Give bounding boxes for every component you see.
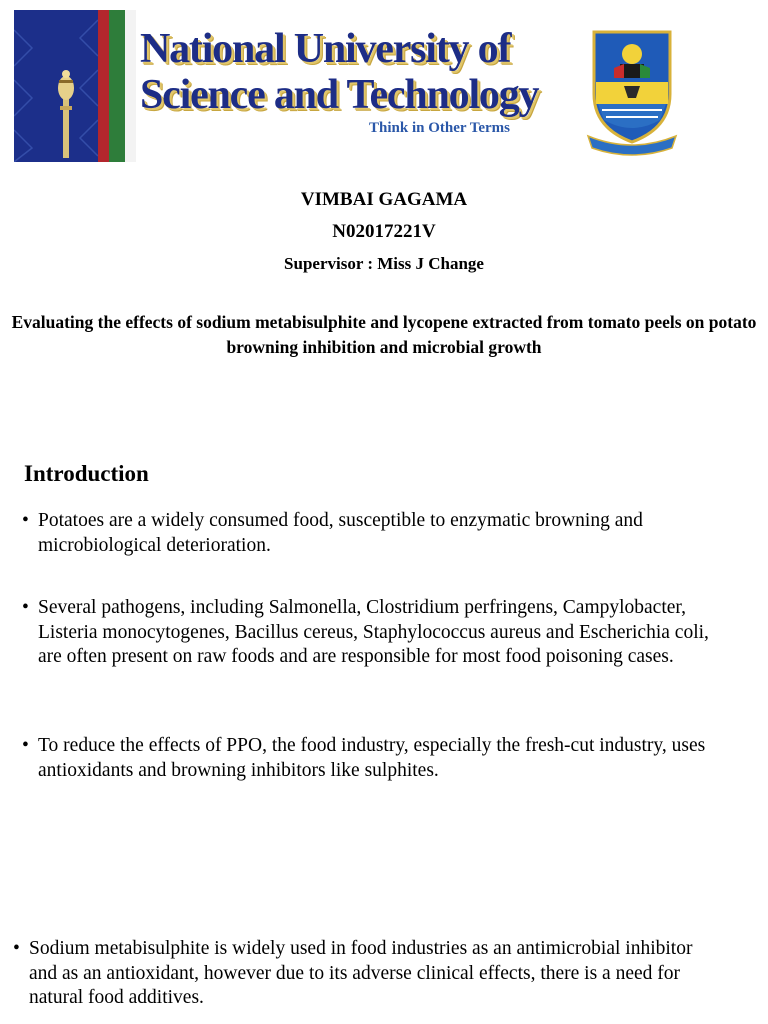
- intro-bullet-text: To reduce the effects of PPO, the food industry, especially the fresh-cut industry, uses antioxidants and browning inhibitors like sulphites.: [38, 735, 706, 781]
- intro-bullet-text: Sodium metabisulphite is widely used in food industries as an antimicrobial inhibitor and as an antioxidant, however due to its adverse clinical effects, there is a need for natural food additives.: [29, 938, 693, 1008]
- university-banner: [14, 10, 678, 162]
- intro-bullet-text: Potatoes are a widely consumed food, susceptible to enzymatic browning and microbiological deterioration.: [38, 510, 643, 556]
- project-title: Evaluating the effects of sodium metabisulphite and lycopene extracted from tomato peels on potato browning inhibition and microbial growth: [11, 312, 757, 357]
- intro-bullet-text: Several pathogens, including Salmonella, Clostridium perfringens, Campylobacter, Listeria monocytogenes, Bacillus cereus, Staphylococcus aureus and Escherichia coli, are often present on raw foods and are responsible for most food poisoning cases.: [38, 597, 709, 667]
- intro-bullet: [13, 937, 713, 1011]
- bullet-dot-icon: •: [22, 735, 29, 756]
- university-crest-icon: [584, 24, 680, 158]
- university-name-line2: Science and Technology: [140, 72, 539, 118]
- intro-bullet: [22, 734, 722, 783]
- bullet-dot-icon: •: [22, 510, 29, 531]
- bullet-dot-icon: •: [13, 938, 20, 959]
- student-id: N02017221V: [332, 221, 436, 242]
- university-name-line1: National University of: [140, 26, 511, 72]
- introduction-heading: Introduction: [24, 461, 149, 486]
- banner-left-panel: [14, 10, 136, 162]
- bullet-dot-icon: •: [22, 597, 29, 618]
- supervisor-line: Supervisor : Miss J Change: [284, 254, 484, 273]
- university-tagline: Think in Other Terms: [369, 120, 511, 136]
- intro-bullet: [22, 596, 722, 670]
- university-name: [140, 26, 590, 118]
- student-name: VIMBAI GAGAMA: [300, 189, 468, 210]
- intro-bullet: [22, 509, 722, 558]
